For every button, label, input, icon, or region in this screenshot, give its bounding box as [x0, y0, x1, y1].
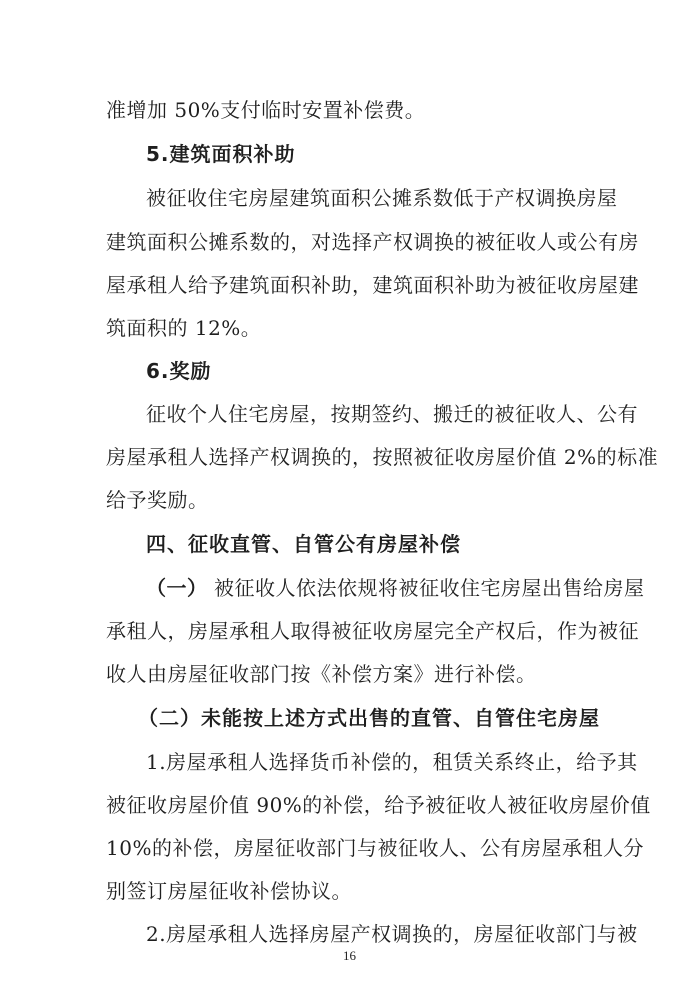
text-line-13: 承租人，房屋承租人取得被征收房屋完全产权后，作为被征: [106, 619, 639, 643]
text-line-19: 别签订房屋征收补偿协议。: [106, 879, 352, 903]
heading-clause-two: （二）未能按上述方式出售的直管、自管住宅房屋: [138, 706, 600, 730]
page-number: 16: [343, 948, 356, 963]
text-line-20: 2.房屋承租人选择房屋产权调换的，房屋征收部门与被: [146, 922, 638, 946]
text-line-16: 1.房屋承租人选择货币补偿的，租赁关系终止，给予其: [146, 750, 638, 774]
heading-building-area-subsidy: 5.建筑面积补助: [146, 142, 296, 166]
text-line-3: 被征收住宅房屋建筑面积公摊系数低于产权调换房屋: [146, 186, 618, 210]
text-line-9: 房屋承租人选择产权调换的，按照被征收房屋价值 2%的标准: [106, 445, 659, 469]
text-line-10: 给予奖励。: [106, 488, 209, 512]
text-line-5: 屋承租人给予建筑面积补助，建筑面积补助为被征收房屋建: [106, 273, 639, 297]
text-line-1: 准增加 50%支付临时安置补偿费。: [106, 98, 426, 122]
text-line-18: 10%的补偿，房屋征收部门与被征收人、公有房屋承租人分: [106, 836, 644, 860]
text-line-12: 被征收人依法依规将被征收住宅房屋出售给房屋: [214, 576, 645, 600]
text-line-17: 被征收房屋价值 90%的补偿，给予被征收人被征收房屋价值: [106, 793, 651, 817]
heading-reward: 6.奖励: [146, 359, 212, 383]
heading-section-four: 四、征收直管、自管公有房屋补偿: [146, 532, 461, 556]
text-line-6: 筑面积的 12%。: [106, 316, 262, 340]
text-line-8: 征收个人住宅房屋，按期签约、搬迁的被征收人、公有: [146, 402, 638, 426]
text-line-14: 收人由房屋征收部门按《补偿方案》进行补偿。: [106, 662, 537, 686]
text-line-4: 建筑面积公摊系数的，对选择产权调换的被征收人或公有房: [106, 230, 639, 254]
clause-one-label: （一）: [146, 576, 208, 600]
